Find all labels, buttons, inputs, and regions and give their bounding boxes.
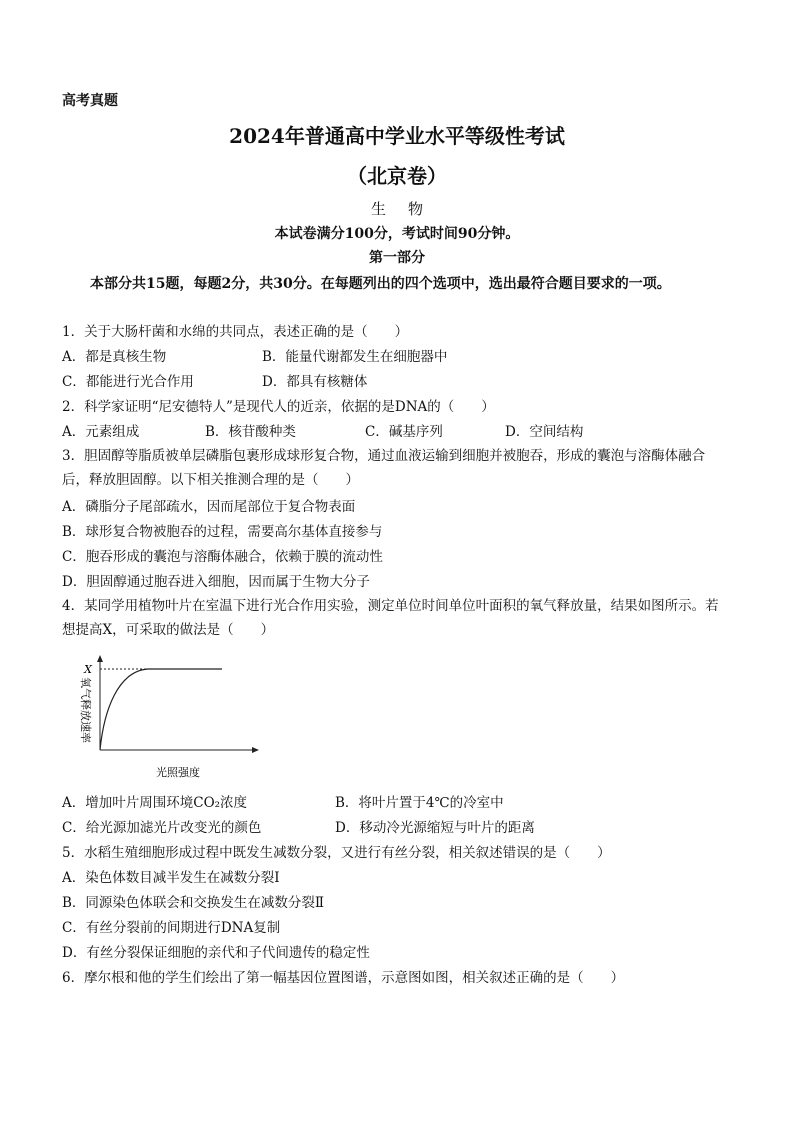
question-3-option-a: A．磷脂分子尾部疏水，因而尾部位于复合物表面 [62,499,356,515]
exam-meta: 本试卷满分100分，考试时间90分钟。 [274,226,520,242]
question-1-option-d: D．都具有核糖体 [262,374,368,390]
subject-name: 生物 [370,200,445,218]
graph-curve [100,669,222,750]
graph-x-arrow [252,747,259,753]
question-4-stem: 4．某同学用植物叶片在室温下进行光合作用实验，测定单位时间单位叶面积的氧气释放量，结果如图所示。若想提高X，可采取的做法是（ ） [62,598,719,638]
graph-y-arrow [97,655,103,662]
question-3-option-b: B．球形复合物被胞吞的过程，需要高尔基体直接参与 [62,524,383,540]
question-6-stem: 6．摩尔根和他的学生们绘出了第一幅基因位置图谱，示意图如图，相关叙述正确的是（ ） [62,970,625,986]
question-2-option-d: D．空间结构 [505,424,584,440]
oxygen-release-graph [70,655,260,785]
question-4-option-c: C．给光源加滤光片改变光的颜色 [62,820,262,836]
question-1-option-a: A．都是真核生物 [62,349,167,365]
exam-title: 2024年普通高中学业水平等级性考试 [229,124,565,148]
question-1-option-b: B．能量代谢都发生在细胞器中 [262,349,448,365]
question-2-stem: 2．科学家证明“尼安德特人”是现代人的近亲，依据的是DNA的（ ） [62,399,495,415]
question-5-option-d: D．有丝分裂保证细胞的亲代和子代间遗传的稳定性 [62,945,370,961]
question-5-option-c: C．有丝分裂前的间期进行DNA复制 [62,920,281,936]
question-5-stem: 5．水稻生殖细胞形成过程中既发生减数分裂，又进行有丝分裂，相关叙述错误的是（ ） [62,845,611,861]
question-5-option-b: B．同源染色体联会和交换发生在减数分裂Ⅱ [62,895,325,911]
question-2-option-a: A．元素组成 [62,424,140,440]
document-tag: 高考真题 [62,93,118,109]
graph-x-marker: X [84,663,92,676]
question-3-stem: 3．胆固醇等脂质被单层磷脂包裹形成球形复合物，通过血液运输到细胞并被胞吞，形成的囊泡与溶酶体融合后，释放胆固醇。以下相关推测合理的是（ ） [62,448,706,488]
graph-y-label: 氧气释放速率 [79,677,92,743]
question-4-option-a: A．增加叶片周围环境CO₂浓度 [62,795,248,811]
exam-subtitle: （北京卷） [347,164,447,188]
question-3-option-d: D．胆固醇通过胞吞进入细胞，因而属于生物大分子 [62,574,370,590]
graph-x-label: 光照强度 [156,766,200,779]
question-1-option-c: C．都能进行光合作用 [62,374,194,390]
question-1-stem: 1．关于大肠杆菌和水绵的共同点，表述正确的是（ ） [62,324,409,340]
part-intro: 本部分共15题，每题2分，共30分。在每题列出的四个选项中，选出最符合题目要求的一项。 [90,276,671,292]
question-5-option-a: A．染色体数目减半发生在减数分裂Ⅰ [62,870,280,886]
part-heading: 第一部分 [369,250,425,266]
question-2-option-b: B．核苷酸种类 [205,424,296,440]
question-2-option-c: C．碱基序列 [365,424,443,440]
question-3-option-c: C．胞吞形成的囊泡与溶酶体融合，依赖于膜的流动性 [62,549,383,565]
question-4-option-d: D．移动冷光源缩短与叶片的距离 [335,820,535,836]
question-4-option-b: B．将叶片置于4℃的冷室中 [335,795,504,811]
